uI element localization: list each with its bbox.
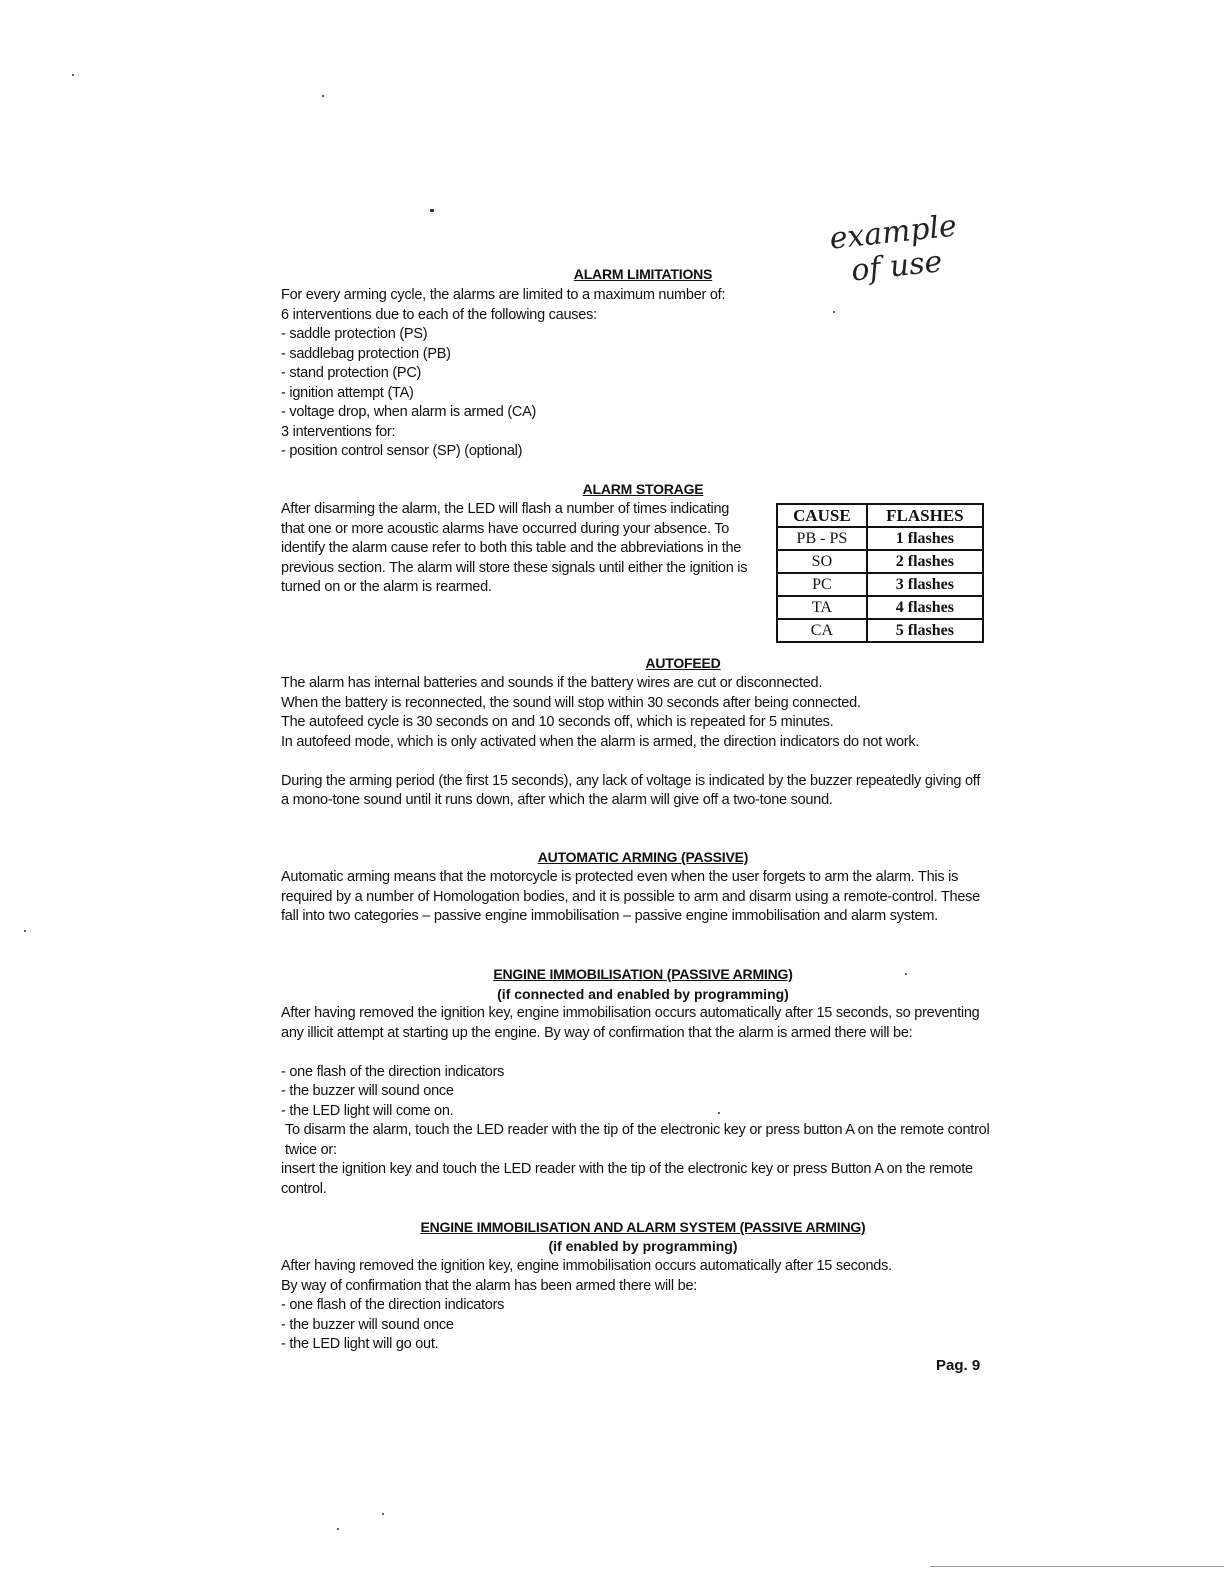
engine-immobilisation-text: After having removed the ignition key, engine immobilisation occurs automatically after 15 seconds, so preventing any illicit attempt at starting up the engine. By way of confirmation that the alarm is armed there will be: — [281, 1005, 980, 1041]
table-cell-flashes: 3 flashes — [867, 573, 983, 596]
table-cell-cause: CA — [777, 619, 867, 642]
handwritten-note-line2: of use — [849, 244, 944, 289]
alarm-limitations-line: - voltage drop, when alarm is armed (CA) — [281, 404, 537, 420]
autofeed-paragraph: During the arming period (the first 15 seconds), any lack of voltage is indicated by the buzzer repeatedly giving off a mono-tone sound until it runs down, after which the alarm will give off a two-tone sound. — [281, 772, 981, 809]
engine-immobilisation-disarm-text: To disarm the alarm, touch the LED reader with the tip of the electronic key or press button A on the remote control twice or: — [285, 1122, 990, 1158]
table-header-cause: CAUSE — [777, 504, 867, 527]
alarm-limitations-line: For every arming cycle, the alarms are limited to a maximum number of: — [281, 287, 726, 303]
engine-immobilisation-alarm-line: - the buzzer will sound once — [281, 1316, 454, 1333]
table-cell-cause: SO — [777, 550, 867, 573]
table-header-flashes: FLASHES — [867, 504, 983, 527]
scan-speck — [430, 209, 434, 212]
alarm-storage-text: After disarming the alarm, the LED will flash a number of times indicating that one or more acoustic alarms have occurred during your absence. To identify the alarm cause refer to both this table and the abbreviations in the previous section. The alarm will store these signals until either the ignition is turned on or the alarm is rearmed. — [281, 501, 748, 596]
autofeed-line: The alarm has internal batteries and sounds if the battery wires are cut or disconnected. — [281, 675, 823, 691]
table-row — [777, 527, 983, 550]
engine-immobilisation-subheading: (if connected and enabled by programming) — [497, 986, 789, 1002]
scan-speck — [337, 1528, 339, 1530]
table-cell-cause: PC — [777, 573, 867, 596]
scan-speck — [322, 95, 324, 97]
table-row — [777, 619, 983, 642]
table-cell-flashes: 1 flashes — [867, 527, 983, 550]
engine-immobilisation-alarm-line: After having removed the ignition key, engine immobilisation occurs automatically after 15 seconds. — [281, 1258, 892, 1274]
alarm-storage-heading: ALARM STORAGE — [582, 481, 704, 497]
scan-edge-line — [930, 1566, 1224, 1567]
autofeed-paragraph: In autofeed mode, which is only activated when the alarm is armed, the direction indicators do not work. — [281, 733, 920, 750]
autofeed-line: The autofeed cycle is 30 seconds on and 10 seconds off, which is repeated for 5 minutes. — [281, 714, 834, 730]
engine-immobilisation-alarm-line: - the LED light will go out. — [281, 1336, 439, 1352]
autofeed-line: When the battery is reconnected, the sound will stop within 30 seconds after being connected. — [281, 694, 861, 711]
table-row — [777, 596, 983, 619]
handwritten-note-line1: example — [827, 208, 959, 257]
engine-immobilisation-bullet: - one flash of the direction indicators — [281, 1063, 505, 1080]
scan-speck — [72, 74, 74, 76]
alarm-limitations-line: - saddlebag protection (PB) — [281, 345, 451, 362]
engine-immobilisation-bullet: - the buzzer will sound once — [281, 1083, 454, 1099]
table-cell-flashes: 5 flashes — [867, 619, 983, 642]
engine-immobilisation-alarm-line: By way of confirmation that the alarm has been armed there will be: — [281, 1277, 698, 1294]
alarm-limitations-line: - ignition attempt (TA) — [281, 384, 414, 401]
alarm-limitations-line: - position control sensor (SP) (optional) — [281, 443, 523, 459]
table-cell-cause: PB - PS — [777, 527, 867, 550]
handwritten-note — [817, 208, 973, 291]
table-row — [777, 550, 983, 573]
automatic-arming-heading: AUTOMATIC ARMING (PASSIVE) — [537, 849, 749, 865]
scan-speck — [905, 973, 907, 975]
table-cell-flashes: 2 flashes — [867, 550, 983, 573]
engine-immobilisation-heading: ENGINE IMMOBILISATION (PASSIVE ARMING) — [493, 966, 793, 982]
alarm-limitations-line: - stand protection (PC) — [281, 365, 422, 381]
cause-flashes-table — [776, 503, 984, 643]
scan-speck — [382, 1513, 384, 1515]
engine-immobilisation-alarm-line: - one flash of the direction indicators — [281, 1297, 505, 1313]
engine-immobilisation-alarm-heading: ENGINE IMMOBILISATION AND ALARM SYSTEM (PASSIVE ARMING) — [420, 1219, 866, 1235]
table-cell-cause: TA — [777, 596, 867, 619]
scan-speck — [718, 1112, 720, 1114]
engine-immobilisation-alarm-subheading: (if enabled by programming) — [548, 1238, 738, 1254]
alarm-limitations-line: - saddle protection (PS) — [281, 326, 428, 342]
engine-immobilisation-bullet: - the LED light will come on. — [281, 1102, 454, 1119]
alarm-limitations-line: 3 interventions for: — [281, 423, 396, 440]
scan-speck — [24, 930, 26, 932]
table-header-row — [777, 504, 983, 527]
page-number: Pag. 9 — [936, 1357, 981, 1374]
automatic-arming-text: Automatic arming means that the motorcycle is protected even when the user forgets to arm the alarm. This is required by a number of Homologation bodies, and it is possible to arm and disarm using a remote-control. These fall into two categories – passive engine immobilisation – passive engine immobilisation and alarm system. — [281, 869, 980, 925]
table-cell-flashes: 4 flashes — [867, 596, 983, 619]
table-row — [777, 573, 983, 596]
scan-speck — [833, 311, 835, 313]
alarm-limitations-line: 6 interventions due to each of the following causes: — [281, 306, 597, 323]
engine-immobilisation-disarm-text: insert the ignition key and touch the LED reader with the tip of the electronic key or press Button A on the remote control. — [281, 1161, 973, 1197]
alarm-limitations-heading: ALARM LIMITATIONS — [573, 266, 713, 282]
autofeed-heading: AUTOFEED — [645, 655, 721, 671]
